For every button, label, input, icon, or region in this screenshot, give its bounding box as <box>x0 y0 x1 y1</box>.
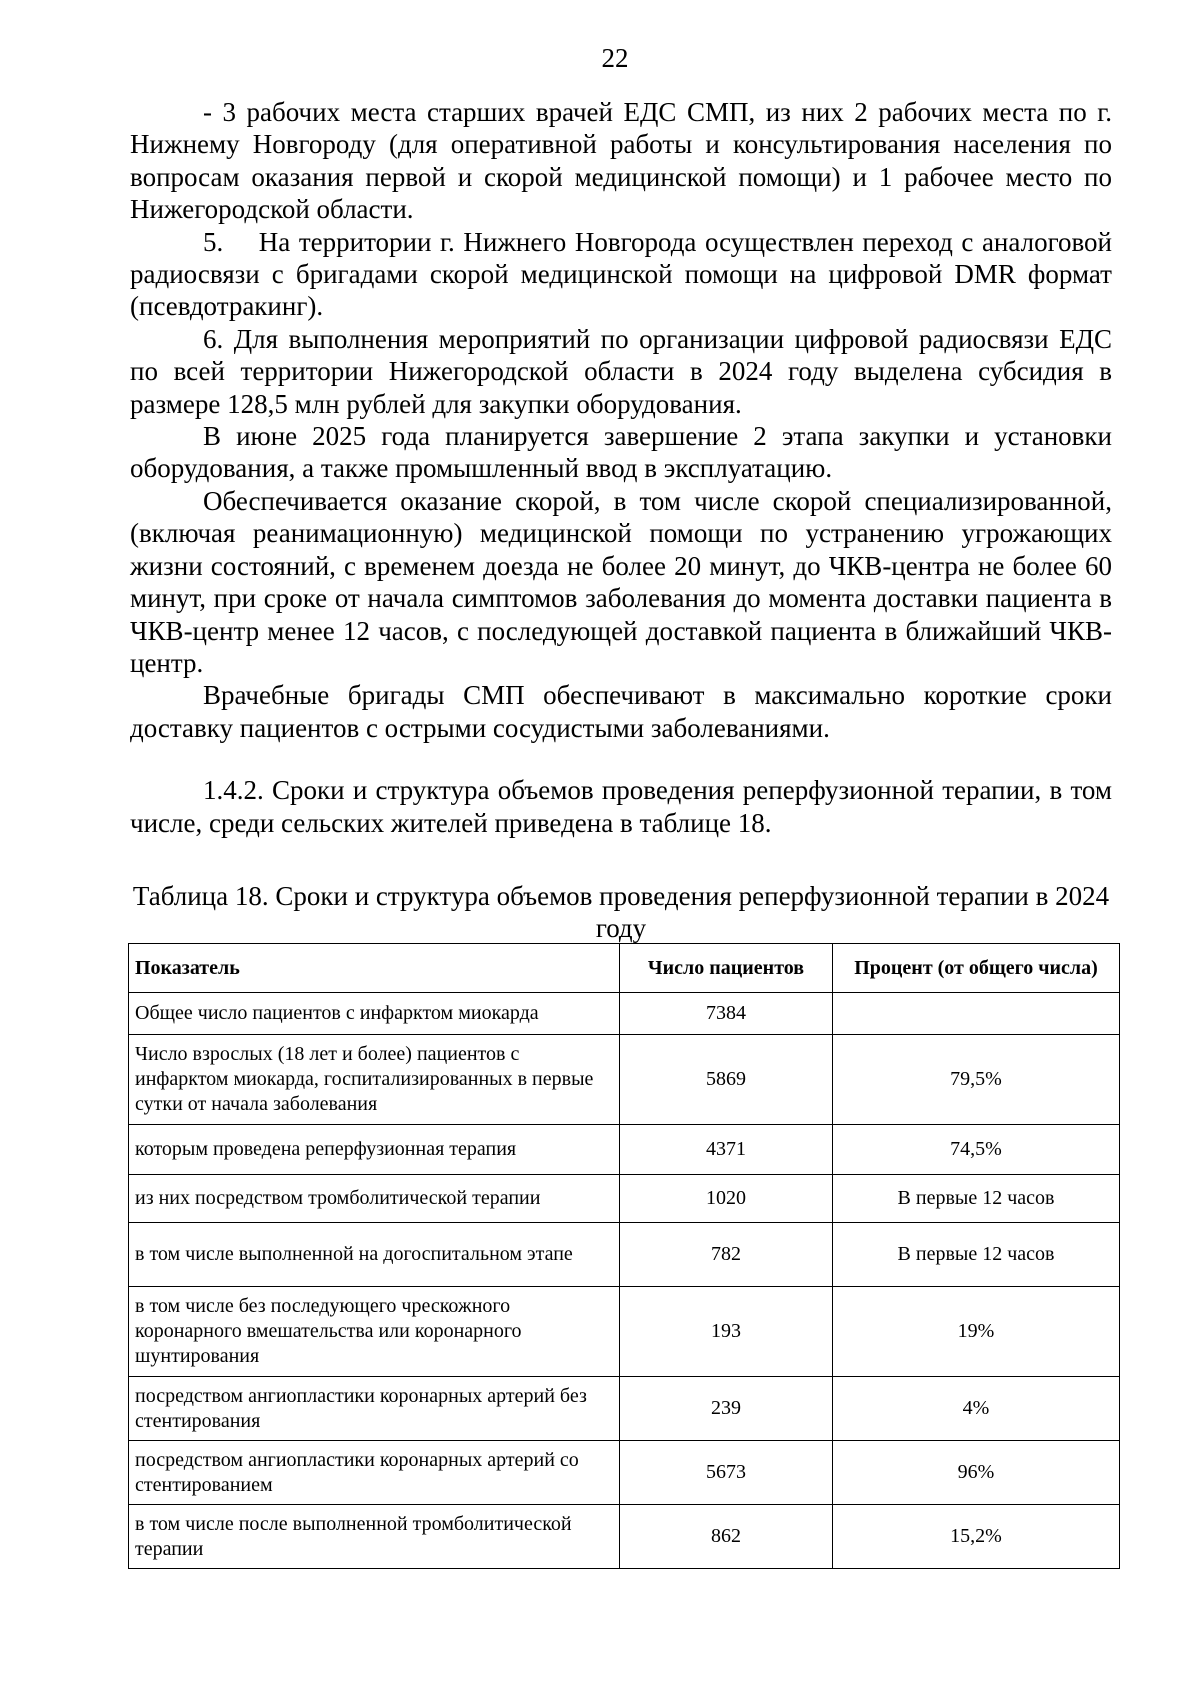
row-count: 7384 <box>620 993 833 1035</box>
table-caption: Таблица 18. Сроки и структура объемов проведения реперфузионной терапии в 2024 году <box>132 881 1110 943</box>
table-row <box>129 1377 1120 1441</box>
paragraph-subsidy: 6. Для выполнения мероприятий по организации цифровой радиосвязи ЕДС по всей территории Нижегородской области в 2024 году выделена субсидия в размере 128,5 млн рублей для закупки оборудования. <box>130 323 1112 419</box>
paragraph-emergency-care: Обеспечивается оказание скорой, в том числе скорой специализированной, (включая реанимационную) медицинской помощи по устранению угрожающих жизни состояний, с временем доезда не более 20 минут, до ЧКВ-центра не более 60 минут, при сроке от начала симптомов заболевания до момента доставки пациента в ЧКВ-центр менее 12 часов, с последующей доставкой пациента в ближайший ЧКВ-центр. <box>130 485 1112 678</box>
header-indicator: Показатель <box>129 944 620 993</box>
row-indicator: в том числе выполненной на догоспитальном этапе <box>129 1223 620 1287</box>
table-row <box>129 1035 1120 1125</box>
table-row <box>129 993 1120 1035</box>
row-count: 5673 <box>620 1441 833 1505</box>
table-row <box>129 1223 1120 1287</box>
row-percent: 79,5% <box>833 1035 1120 1125</box>
row-count: 1020 <box>620 1175 833 1223</box>
row-indicator: посредством ангиопластики коронарных артерий без стентирования <box>129 1377 620 1441</box>
paragraph-workplaces: - 3 рабочих места старших врачей ЕДС СМП, из них 2 рабочих места по г. Нижнему Новгороду (для оперативной работы и консультирования населения по вопросам оказания первой и скорой медицинской помощи) и 1 рабочее место по Нижегородской области. <box>130 97 1112 225</box>
row-percent: 74,5% <box>833 1125 1120 1175</box>
section-heading-1-4-2: 1.4.2. Сроки и структура объемов проведения реперфузионной терапии, в том числе, среди сельских жителей приведена в таблице 18. <box>130 775 1112 838</box>
paragraph-procurement-plan: В июне 2025 года планируется завершение 2 этапа закупки и установки оборудования, а также промышленный ввод в эксплуатацию. <box>130 421 1112 484</box>
row-indicator: посредством ангиопластики коронарных артерий со стентированием <box>129 1441 620 1505</box>
row-percent <box>833 993 1120 1035</box>
row-indicator: в том числе после выполненной тромболитической терапии <box>129 1505 620 1569</box>
table-row <box>129 1125 1120 1175</box>
row-indicator: Общее число пациентов с инфарктом миокарда <box>129 993 620 1035</box>
row-indicator: из них посредством тромболитической терапии <box>129 1175 620 1223</box>
row-count: 862 <box>620 1505 833 1569</box>
row-percent: В первые 12 часов <box>833 1223 1120 1287</box>
page-number: 22 <box>601 43 629 73</box>
table-header-row <box>129 944 1120 993</box>
document-body <box>130 96 1112 839</box>
paragraph-radio-transition: 5. На территории г. Нижнего Новгорода осуществлен переход с аналоговой радиосвязи с бригадами скорой медицинской помощи на цифровой DMR формат (псевдотракинг). <box>130 226 1112 322</box>
table-row <box>129 1505 1120 1569</box>
header-patient-count: Число пациентов <box>620 944 833 993</box>
row-count: 4371 <box>620 1125 833 1175</box>
table-row <box>129 1287 1120 1377</box>
row-indicator: которым проведена реперфузионная терапия <box>129 1125 620 1175</box>
row-percent: 15,2% <box>833 1505 1120 1569</box>
row-percent: 96% <box>833 1441 1120 1505</box>
table-row <box>129 1175 1120 1223</box>
row-count: 193 <box>620 1287 833 1377</box>
row-percent: 19% <box>833 1287 1120 1377</box>
row-indicator: в том числе без последующего чрескожного коронарного вмешательства или коронарного шунтирования <box>129 1287 620 1377</box>
reperfusion-table <box>128 943 1120 1569</box>
row-count: 239 <box>620 1377 833 1441</box>
row-percent: 4% <box>833 1377 1120 1441</box>
paragraph-ambulance-teams: Врачебные бригады СМП обеспечивают в максимально короткие сроки доставку пациентов с острыми сосудистыми заболеваниями. <box>130 680 1112 743</box>
header-percent: Процент (от общего числа) <box>833 944 1120 993</box>
table-row <box>129 1441 1120 1505</box>
row-indicator: Число взрослых (18 лет и более) пациентов с инфарктом миокарда, госпитализированных в первые сутки от начала заболевания <box>129 1035 620 1125</box>
row-count: 5869 <box>620 1035 833 1125</box>
row-percent: В первые 12 часов <box>833 1175 1120 1223</box>
row-count: 782 <box>620 1223 833 1287</box>
